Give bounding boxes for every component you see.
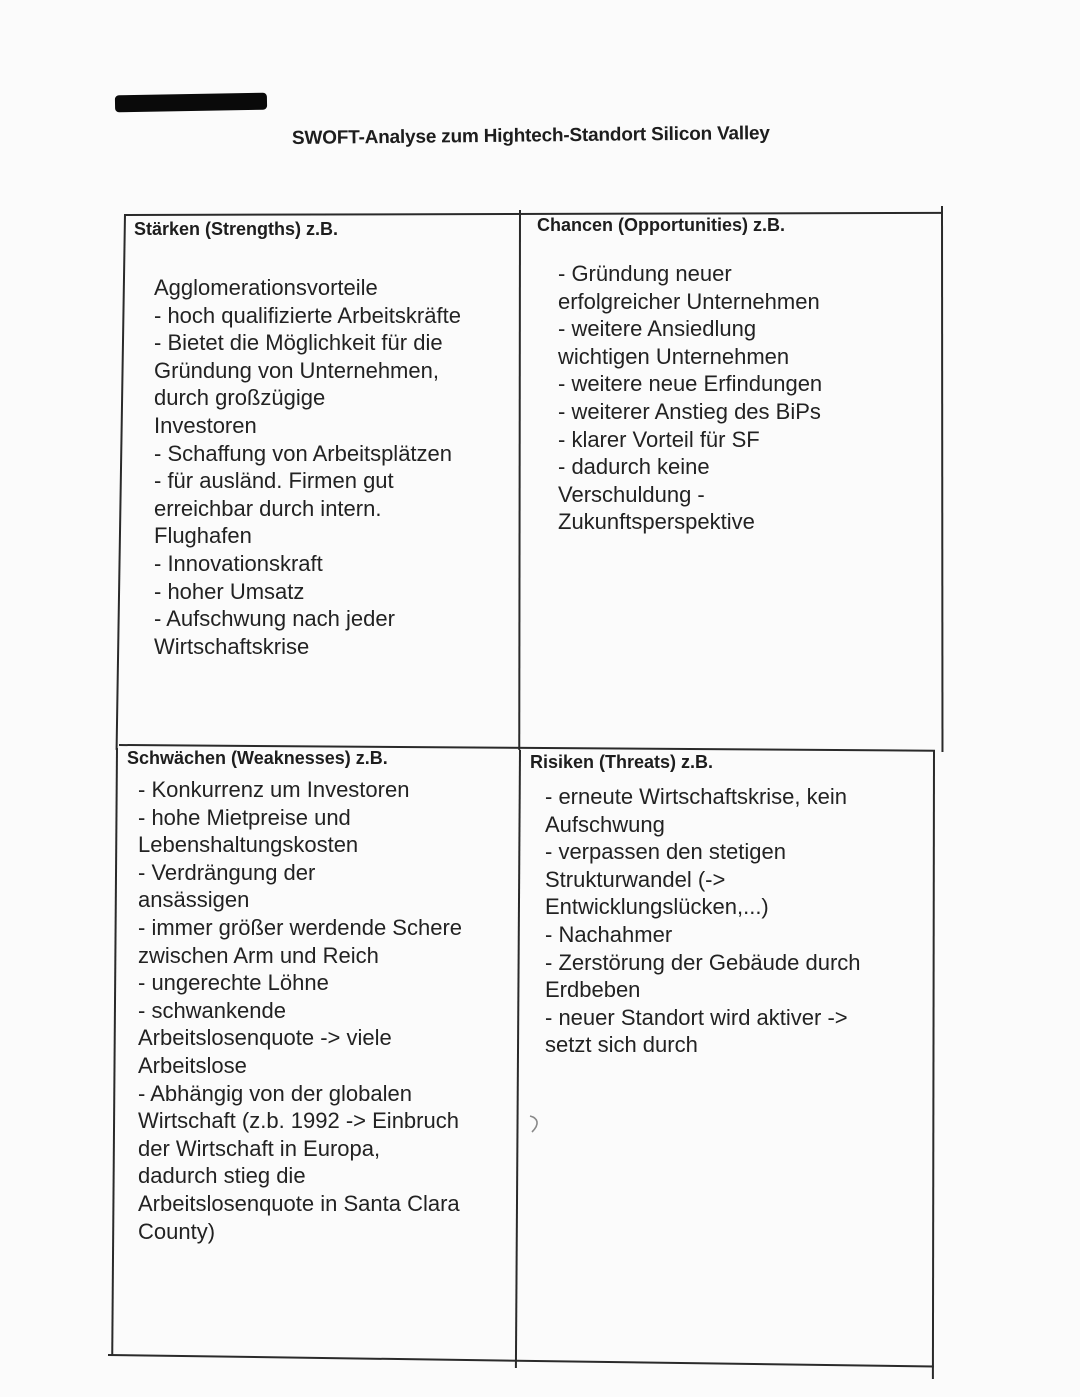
opportunities-text: - Gründung neuer erfolgreicher Unternehmen - weitere Ansiedlung wichtigen Unternehmen - weitere neue Erfindungen - weiterer Anstieg des BiPs - klarer Vorteil für SF - dadurch keine Verschuldung - Zukunftsperspektive bbox=[558, 261, 823, 535]
weaknesses-heading: Schwächen (Weaknesses) z.B. bbox=[127, 748, 388, 768]
table-border-left-lower bbox=[111, 748, 118, 1356]
table-border-right-lower bbox=[932, 750, 935, 1379]
page-title: SWOFT-Analyse zum Hightech-Standort Silicon Valley bbox=[291, 122, 770, 149]
pen-mark-icon bbox=[526, 1112, 546, 1136]
table-border-left bbox=[116, 214, 126, 750]
strengths-text: Agglomerationsvorteile - hoch qualifizierte Arbeitskräfte - Bietet die Möglichkeit für die Gründung von Unternehmen, durch großzügige Investoren - Schaffung von Arbeitsplätzen - für ausländ. Firmen gut erreichbar durch intern. Flughafen - Innovationskraft - hoher Umsatz - Aufschwung nach jeder Wirtschaftskrise bbox=[154, 275, 461, 659]
table-divider-vertical-lower bbox=[515, 750, 521, 1368]
table-border-right bbox=[941, 206, 943, 752]
table-border-bottom bbox=[108, 1354, 934, 1368]
weaknesses-text: - Konkurrenz um Investoren - hohe Mietpreise und Lebenshaltungskosten - Verdrängung der ansässigen - immer größer werdende Schere zwischen Arm und Reich - ungerechte Löhne - schwankende Arbeitslosenquote -> viele Arbeitslose - Abhängig von der globalen Wirtschaft (z.b. 1992 -> Einbruch der Wirtschaft in Europa, dadurch stieg die Arbeitslosenquote in Santa Clara County) bbox=[138, 777, 463, 1244]
opportunities-heading: Chancen (Opportunities) z.B. bbox=[537, 215, 786, 235]
strengths-heading: Stärken (Strengths) z.B. bbox=[134, 219, 339, 239]
threats-heading: Risiken (Threats) z.B. bbox=[530, 752, 714, 772]
table-divider-vertical bbox=[518, 210, 521, 750]
table-border-top bbox=[125, 212, 943, 216]
threats-text: - erneute Wirtschaftskrise, kein Aufschwung - verpassen den stetigen Strukturwandel (-> Entwicklungslücken,...) - Nachahmer - Zerstörung der Gebäude durch Erdbeben - neuer Standort wird aktiver -> setzt sich durch bbox=[545, 784, 861, 1058]
